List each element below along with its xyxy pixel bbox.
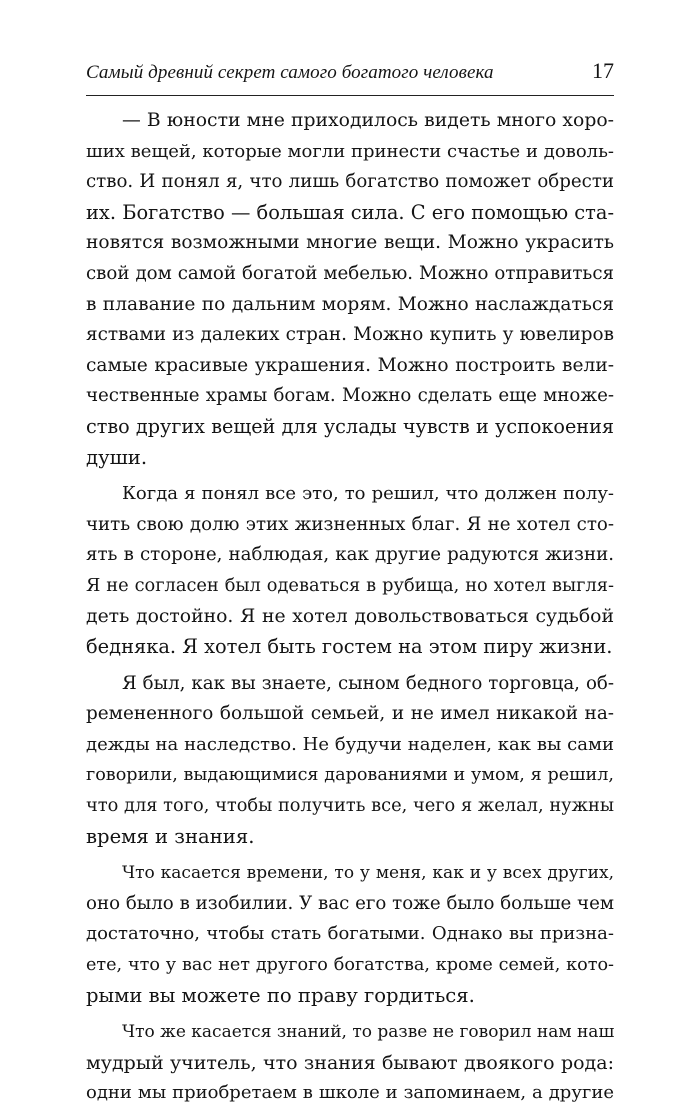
body-text <box>86 106 614 1115</box>
running-header <box>86 58 614 92</box>
text-line: деть достойно. Я не хотел довольствоваться судьбой <box>86 605 614 627</box>
text-line: ете, что у вас нет другого богатства, кроме семей, кото- <box>86 955 614 976</box>
text-line: ших вещей, которые могли принести счастье и доволь- <box>86 140 614 162</box>
text-line: ремененного большой семьей, и не имел никакой на- <box>86 703 614 725</box>
text-line: рыми вы можете по праву гордиться. <box>86 983 475 1007</box>
header-rule <box>86 95 614 96</box>
text-line: бедняка. Я хотел быть гостем на этом пиру жизни. <box>86 635 613 659</box>
text-line: одни мы приобретаем в школе и запоминаем, а другие <box>86 1082 614 1104</box>
text-line: Что касается времени, то у меня, как и у всех других, <box>122 863 614 884</box>
text-line: оно было в изобилии. У вас его тоже было больше чем <box>86 892 614 914</box>
text-line: чить свою долю этих жизненных благ. Я не хотел сто- <box>86 513 614 535</box>
text-line: свой дом самой богатой мебелью. Можно отправиться <box>86 262 614 284</box>
text-line: достаточно, чтобы стать богатыми. Однако вы призна- <box>86 923 614 945</box>
text-line: Что же касается знаний, то разве не говорил нам наш <box>122 1022 615 1043</box>
text-line: говорили, выдающимися дарованиями и умом, я решил, <box>86 765 614 786</box>
text-line: — В юности мне приходилось видеть много хоро- <box>122 110 614 131</box>
text-line: самые красивые украшения. Можно построить вели- <box>86 354 614 376</box>
paragraph <box>86 669 614 853</box>
paragraph <box>86 106 614 473</box>
text-line: ство. И понял я, что лишь богатство поможет обрести <box>86 171 614 193</box>
text-line: чественные храмы богам. Можно сделать еще множе- <box>86 385 614 407</box>
text-line: Я был, как вы знаете, сыном бедного торговца, об- <box>122 672 614 694</box>
paragraph <box>86 858 614 1011</box>
paragraph <box>86 1017 614 1109</box>
running-title: Самый древний секрет самого богатого человека <box>86 62 494 83</box>
text-line: Когда я понял все это, то решил, что должен полу- <box>122 483 614 505</box>
text-line: новятся возможными многие вещи. Можно украсить <box>86 232 614 254</box>
text-line: мудрый учитель, что знания бывают двоякого рода: <box>86 1051 614 1074</box>
text-line: ство других вещей для услады чувств и успокоения <box>86 414 614 438</box>
text-line: что для того, чтобы получить все, чего я желал, нужны <box>86 795 614 817</box>
text-line: в плавание по дальним морям. Можно наслаждаться <box>86 293 614 315</box>
text-line: души. <box>86 445 148 469</box>
text-line: Я не согласен был одеваться в рубища, но хотел выгля- <box>86 574 614 596</box>
text-line: яствами из далеких стран. Можно купить у ювелиров <box>86 324 614 346</box>
text-line: их. Богатство — большая сила. С его помощью ста- <box>86 200 614 224</box>
text-line: время и знания. <box>86 824 255 848</box>
page-number: 17 <box>592 58 614 83</box>
paragraph <box>86 479 614 663</box>
text-line: ять в стороне, наблюдая, как другие радуются жизни. <box>86 544 614 566</box>
text-line: дежды на наследство. Не будучи наделен, как вы сами <box>86 733 614 755</box>
